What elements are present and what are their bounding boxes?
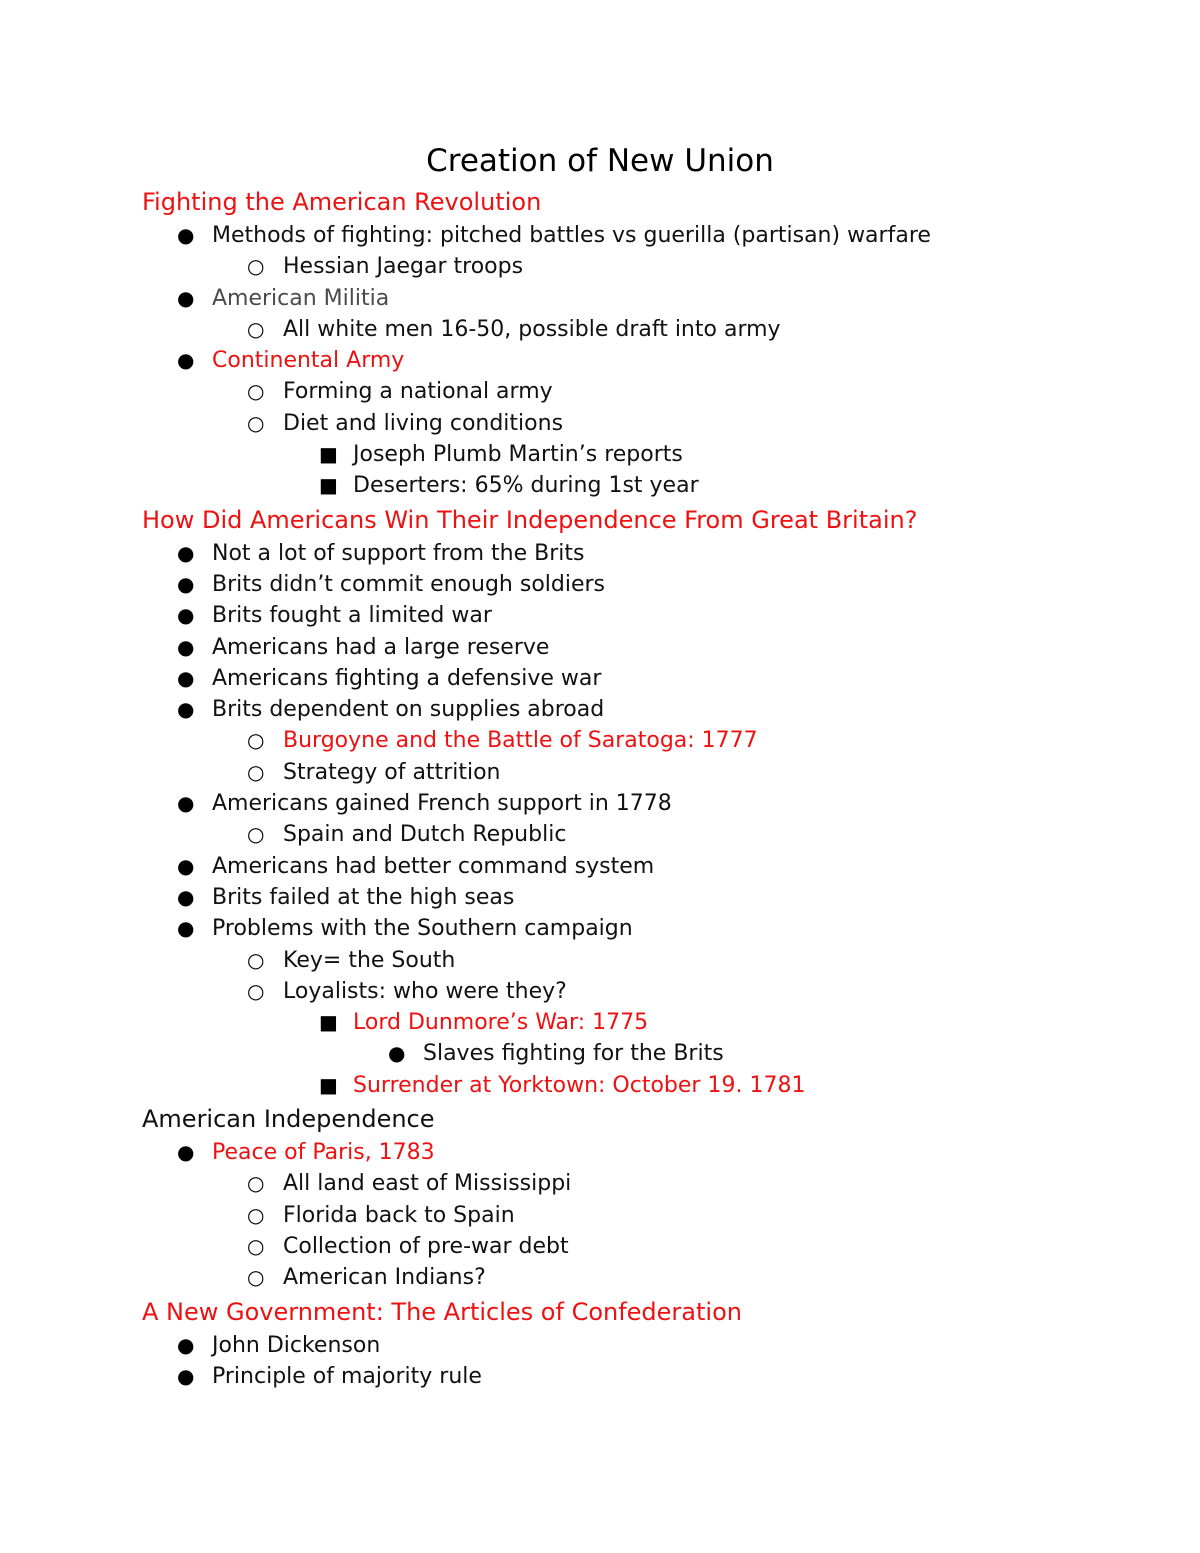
- list-item: [0, 976, 1200, 1007]
- hollow-circle-bullet-icon: ○: [247, 254, 265, 279]
- list-item-text: American Indians?: [283, 1265, 486, 1291]
- filled-circle-bullet-icon: ●: [177, 285, 195, 310]
- filled-circle-bullet-icon: ●: [177, 665, 195, 690]
- outline-body: [0, 184, 1200, 1392]
- list-item-text: Loyalists: who were they?: [283, 978, 567, 1004]
- list-item: [0, 569, 1200, 600]
- list-item: [0, 663, 1200, 694]
- filled-circle-bullet-icon: ●: [177, 853, 195, 878]
- filled-circle-bullet-icon: ●: [388, 1041, 406, 1066]
- list-item-text: Deserters: 65% during 1st year: [353, 473, 699, 499]
- list-item-text: Surrender at Yorktown: October 19. 1781: [353, 1072, 806, 1098]
- section-heading-how-did-americans-win-their-independence: How Did Americans Win Their Independence From Great Britain?: [142, 505, 918, 534]
- list-item-text: Key= the South: [283, 947, 456, 973]
- square-bullet-icon: ■: [319, 1072, 338, 1097]
- filled-circle-bullet-icon: ●: [177, 223, 195, 247]
- list-item-text: All land east of Mississippi: [283, 1171, 572, 1197]
- list-item: [0, 283, 1200, 314]
- filled-circle-bullet-icon: ●: [177, 697, 195, 722]
- list-item: [0, 1200, 1200, 1231]
- list-item-text: Americans gained French support in 1778: [212, 791, 672, 817]
- list-item: [0, 538, 1200, 569]
- list-item-text: Americans had better command system: [212, 853, 655, 879]
- list-item: [0, 314, 1200, 345]
- list-item-text: Americans fighting a defensive war: [212, 665, 602, 691]
- filled-circle-bullet-icon: ●: [177, 571, 195, 596]
- list-item: [0, 694, 1200, 725]
- list-item-text: Lord Dunmore’s War: 1775: [353, 1010, 649, 1036]
- list-item-text: Brits failed at the high seas: [212, 884, 515, 910]
- hollow-circle-bullet-icon: ○: [247, 1202, 265, 1227]
- list-item: [0, 1262, 1200, 1293]
- list-item-text: John Dickenson: [212, 1332, 381, 1358]
- hollow-circle-bullet-icon: ○: [247, 316, 265, 341]
- hollow-circle-bullet-icon: ○: [247, 947, 265, 972]
- hollow-circle-bullet-icon: ○: [247, 410, 265, 435]
- square-bullet-icon: ■: [319, 473, 338, 498]
- hollow-circle-bullet-icon: ○: [247, 1171, 265, 1196]
- list-item-text: Peace of Paris, 1783: [212, 1140, 435, 1166]
- list-item-text: Forming a national army: [283, 379, 553, 405]
- list-item-text: Principle of majority rule: [212, 1363, 482, 1389]
- list-item: [0, 851, 1200, 882]
- list-item: [0, 1070, 1200, 1101]
- list-item: [0, 788, 1200, 819]
- list-item-text: Joseph Plumb Martin’s reports: [353, 442, 683, 468]
- list-item-text: Brits didn’t commit enough soldiers: [212, 571, 606, 597]
- list-item-text: Spain and Dutch Republic: [283, 822, 567, 848]
- list-item: [0, 470, 1200, 501]
- list-item-text: Slaves fighting for the Brits: [423, 1041, 724, 1067]
- list-item-text: Continental Army: [212, 348, 405, 374]
- list-item-text: Brits fought a limited war: [212, 603, 492, 629]
- filled-circle-bullet-icon: ●: [177, 348, 195, 373]
- document-page: [0, 138, 1200, 1392]
- list-item-text: Problems with the Southern campaign: [212, 916, 633, 942]
- list-item: [0, 1007, 1200, 1038]
- square-bullet-icon: ■: [319, 442, 338, 467]
- section-heading-fighting-the-american-revolution: Fighting the American Revolution: [142, 188, 542, 216]
- filled-circle-bullet-icon: ●: [177, 634, 195, 659]
- hollow-circle-bullet-icon: ○: [247, 759, 265, 784]
- list-item: [0, 376, 1200, 407]
- list-item: [0, 600, 1200, 631]
- list-item-text: Methods of fighting: pitched battles vs guerilla (partisan) warfare: [212, 223, 931, 248]
- hollow-circle-bullet-icon: ○: [247, 1233, 265, 1258]
- list-item: [0, 220, 1200, 251]
- list-item-text: Burgoyne and the Battle of Saratoga: 1777: [283, 728, 758, 754]
- list-item-text: Americans had a large reserve: [212, 634, 550, 660]
- list-item-text: Florida back to Spain: [283, 1202, 515, 1228]
- filled-circle-bullet-icon: ●: [177, 1363, 195, 1388]
- list-item: [0, 1231, 1200, 1262]
- list-item: [0, 632, 1200, 663]
- document-title: Creation of New Union: [426, 143, 774, 179]
- list-item: [0, 1137, 1200, 1168]
- list-item: [0, 819, 1200, 850]
- section-heading-american-independence: American Independence: [142, 1105, 435, 1134]
- filled-circle-bullet-icon: ●: [177, 916, 195, 941]
- list-item-text: Collection of pre-war debt: [283, 1233, 569, 1259]
- list-item-text: All white men 16-50, possible draft into army: [283, 316, 781, 342]
- list-item: [0, 757, 1200, 788]
- list-item-text: Brits dependent on supplies abroad: [212, 697, 605, 723]
- hollow-circle-bullet-icon: ○: [247, 379, 265, 404]
- filled-circle-bullet-icon: ●: [177, 1332, 195, 1357]
- list-item: [0, 1361, 1200, 1392]
- list-item-text: Hessian Jaegar troops: [283, 254, 524, 280]
- hollow-circle-bullet-icon: ○: [247, 822, 265, 847]
- hollow-circle-bullet-icon: ○: [247, 1265, 265, 1290]
- list-item-text: Strategy of attrition: [283, 759, 501, 785]
- list-item-text: American Militia: [212, 285, 390, 311]
- list-item: [0, 408, 1200, 439]
- list-item: [0, 882, 1200, 913]
- filled-circle-bullet-icon: ●: [177, 1140, 195, 1165]
- square-bullet-icon: ■: [319, 1010, 338, 1035]
- hollow-circle-bullet-icon: ○: [247, 728, 265, 753]
- filled-circle-bullet-icon: ●: [177, 603, 195, 628]
- filled-circle-bullet-icon: ●: [177, 884, 195, 909]
- list-item: [0, 1038, 1200, 1069]
- filled-circle-bullet-icon: ●: [177, 540, 195, 565]
- list-item: [0, 345, 1200, 376]
- list-item: [0, 251, 1200, 282]
- filled-circle-bullet-icon: ●: [177, 791, 195, 816]
- list-item-text: Diet and living conditions: [283, 410, 564, 436]
- list-item: [0, 1330, 1200, 1361]
- section-heading-a-new-government-the-articles-of-confede: A New Government: The Articles of Confederation: [142, 1297, 742, 1326]
- list-item: [0, 945, 1200, 976]
- list-item: [0, 439, 1200, 470]
- list-item-text: Not a lot of support from the Brits: [212, 540, 585, 566]
- hollow-circle-bullet-icon: ○: [247, 978, 265, 1003]
- list-item: [0, 913, 1200, 944]
- list-item: [0, 1168, 1200, 1199]
- list-item: [0, 725, 1200, 756]
